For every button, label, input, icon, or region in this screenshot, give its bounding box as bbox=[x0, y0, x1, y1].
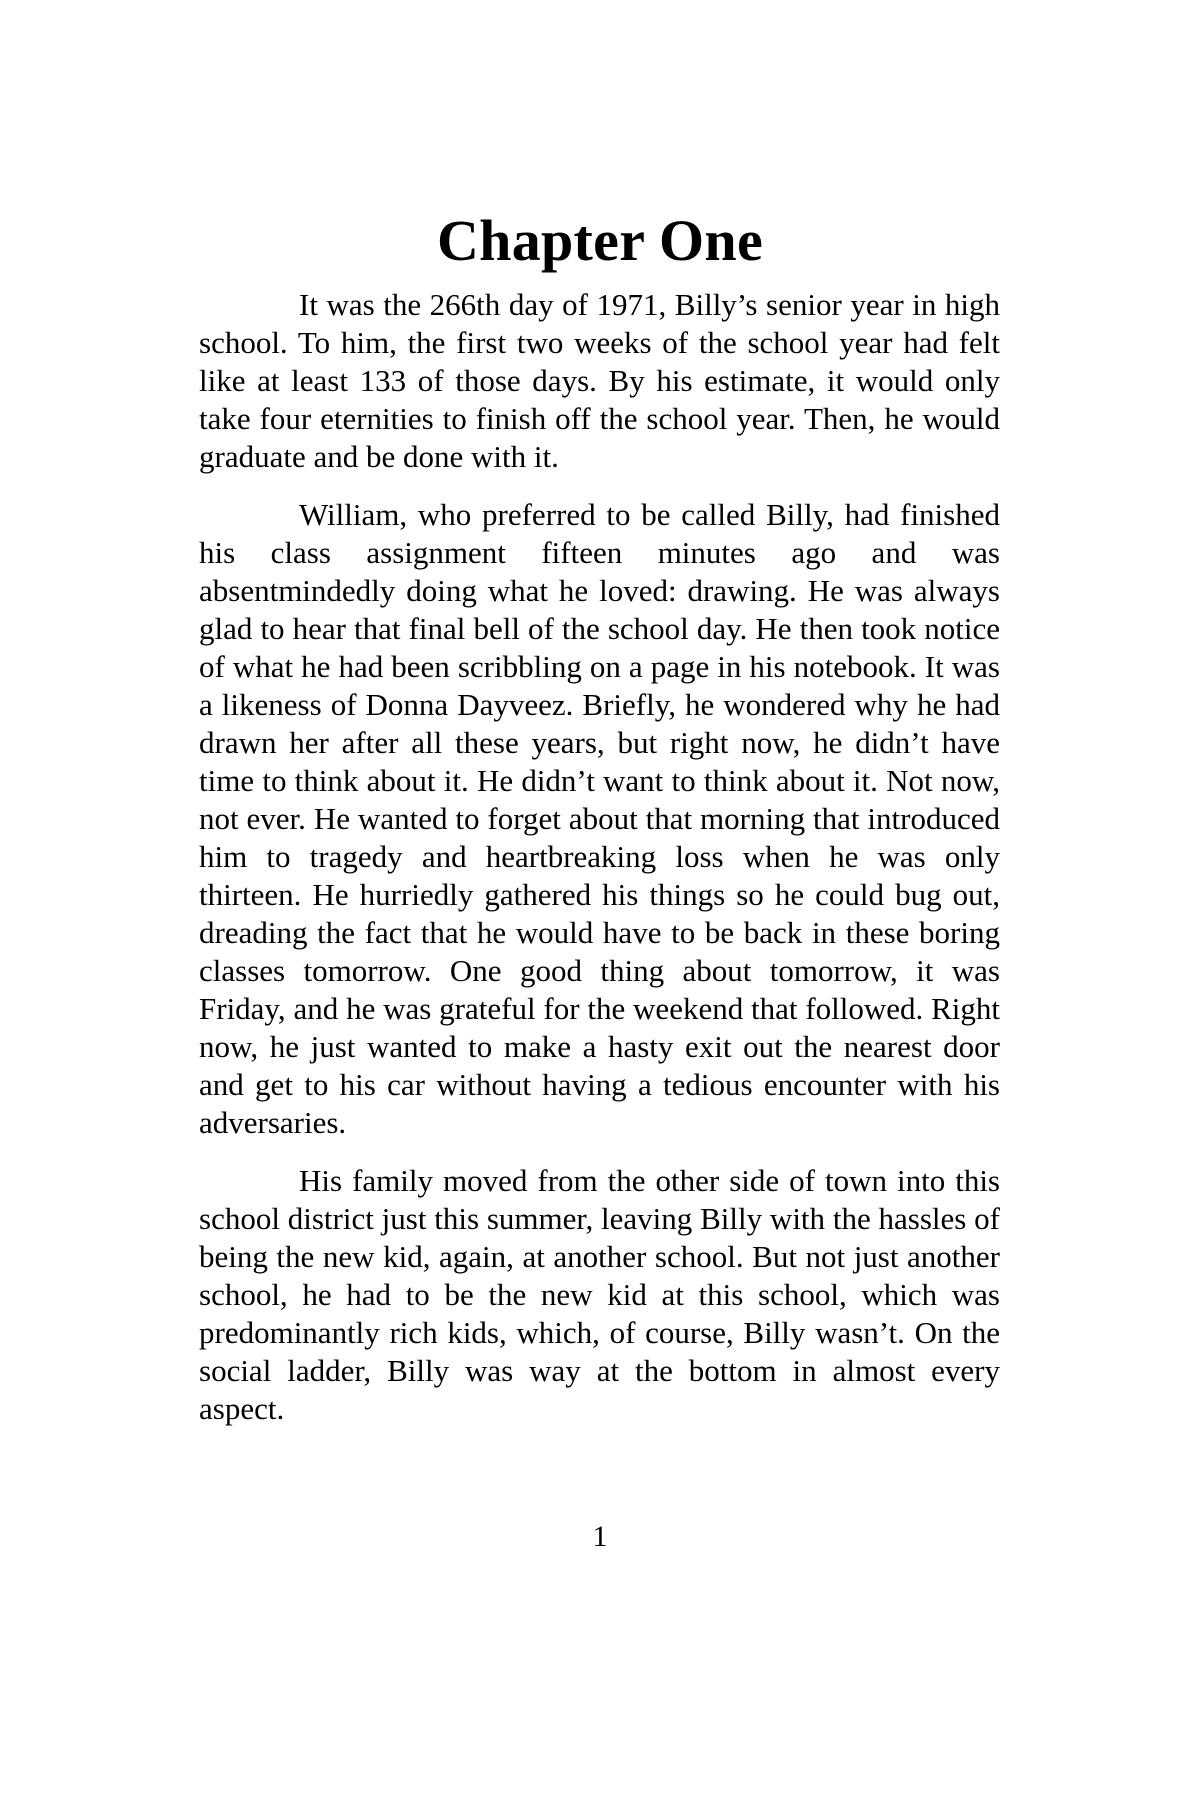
paragraph-1: It was the 266th day of 1971, Billy’s senior year in high school. To him, the first two weeks of the school year had felt like at least 133 of those days. By his estimate, it would only take four eternities to finish off the school year. Then, he would graduate and be done with it. bbox=[199, 287, 1000, 474]
chapter-title: Chapter One bbox=[436, 208, 764, 273]
paragraph-2: William, who preferred to be called Billy, had finished his class assignment fifteen minutes ago and was absentmindedly doing what he loved: drawing. He was always glad to hear that final bell of the school day. He then took notice of what he had been scribbling on a page in his notebook. It was a likeness of Donna Dayveez. Briefly, he wondered why he had drawn her after all these years, but right now, he didn’t have time to think about it. He didn’t want to think about it. Not now, not ever. He wanted to forget about that morning that introduced him to tragedy and heartbreaking loss when he was only thirteen. He hurriedly gathered his things so he could bug out, dreading the fact that he would have to be back in these boring classes tomorrow. One good thing about tomorrow, it was Friday, and he was grateful for the weekend that followed. Right now, he just wanted to make a hasty exit out the nearest door and get to his car without having a tedious encounter with his adversaries. bbox=[199, 497, 1000, 1140]
page-number: 1 bbox=[592, 1520, 608, 1553]
paragraph-3: His family moved from the other side of town into this school district just this summer, leaving Billy with the hassles of being the new kid, again, at another school. But not just another school, he had to be the new kid at this school, which was predominantly rich kids, which, of course, Billy wasn’t. On the social ladder, Billy was way at the bottom in almost every aspect. bbox=[199, 1163, 1000, 1426]
chapter-body bbox=[199, 286, 1000, 1448]
